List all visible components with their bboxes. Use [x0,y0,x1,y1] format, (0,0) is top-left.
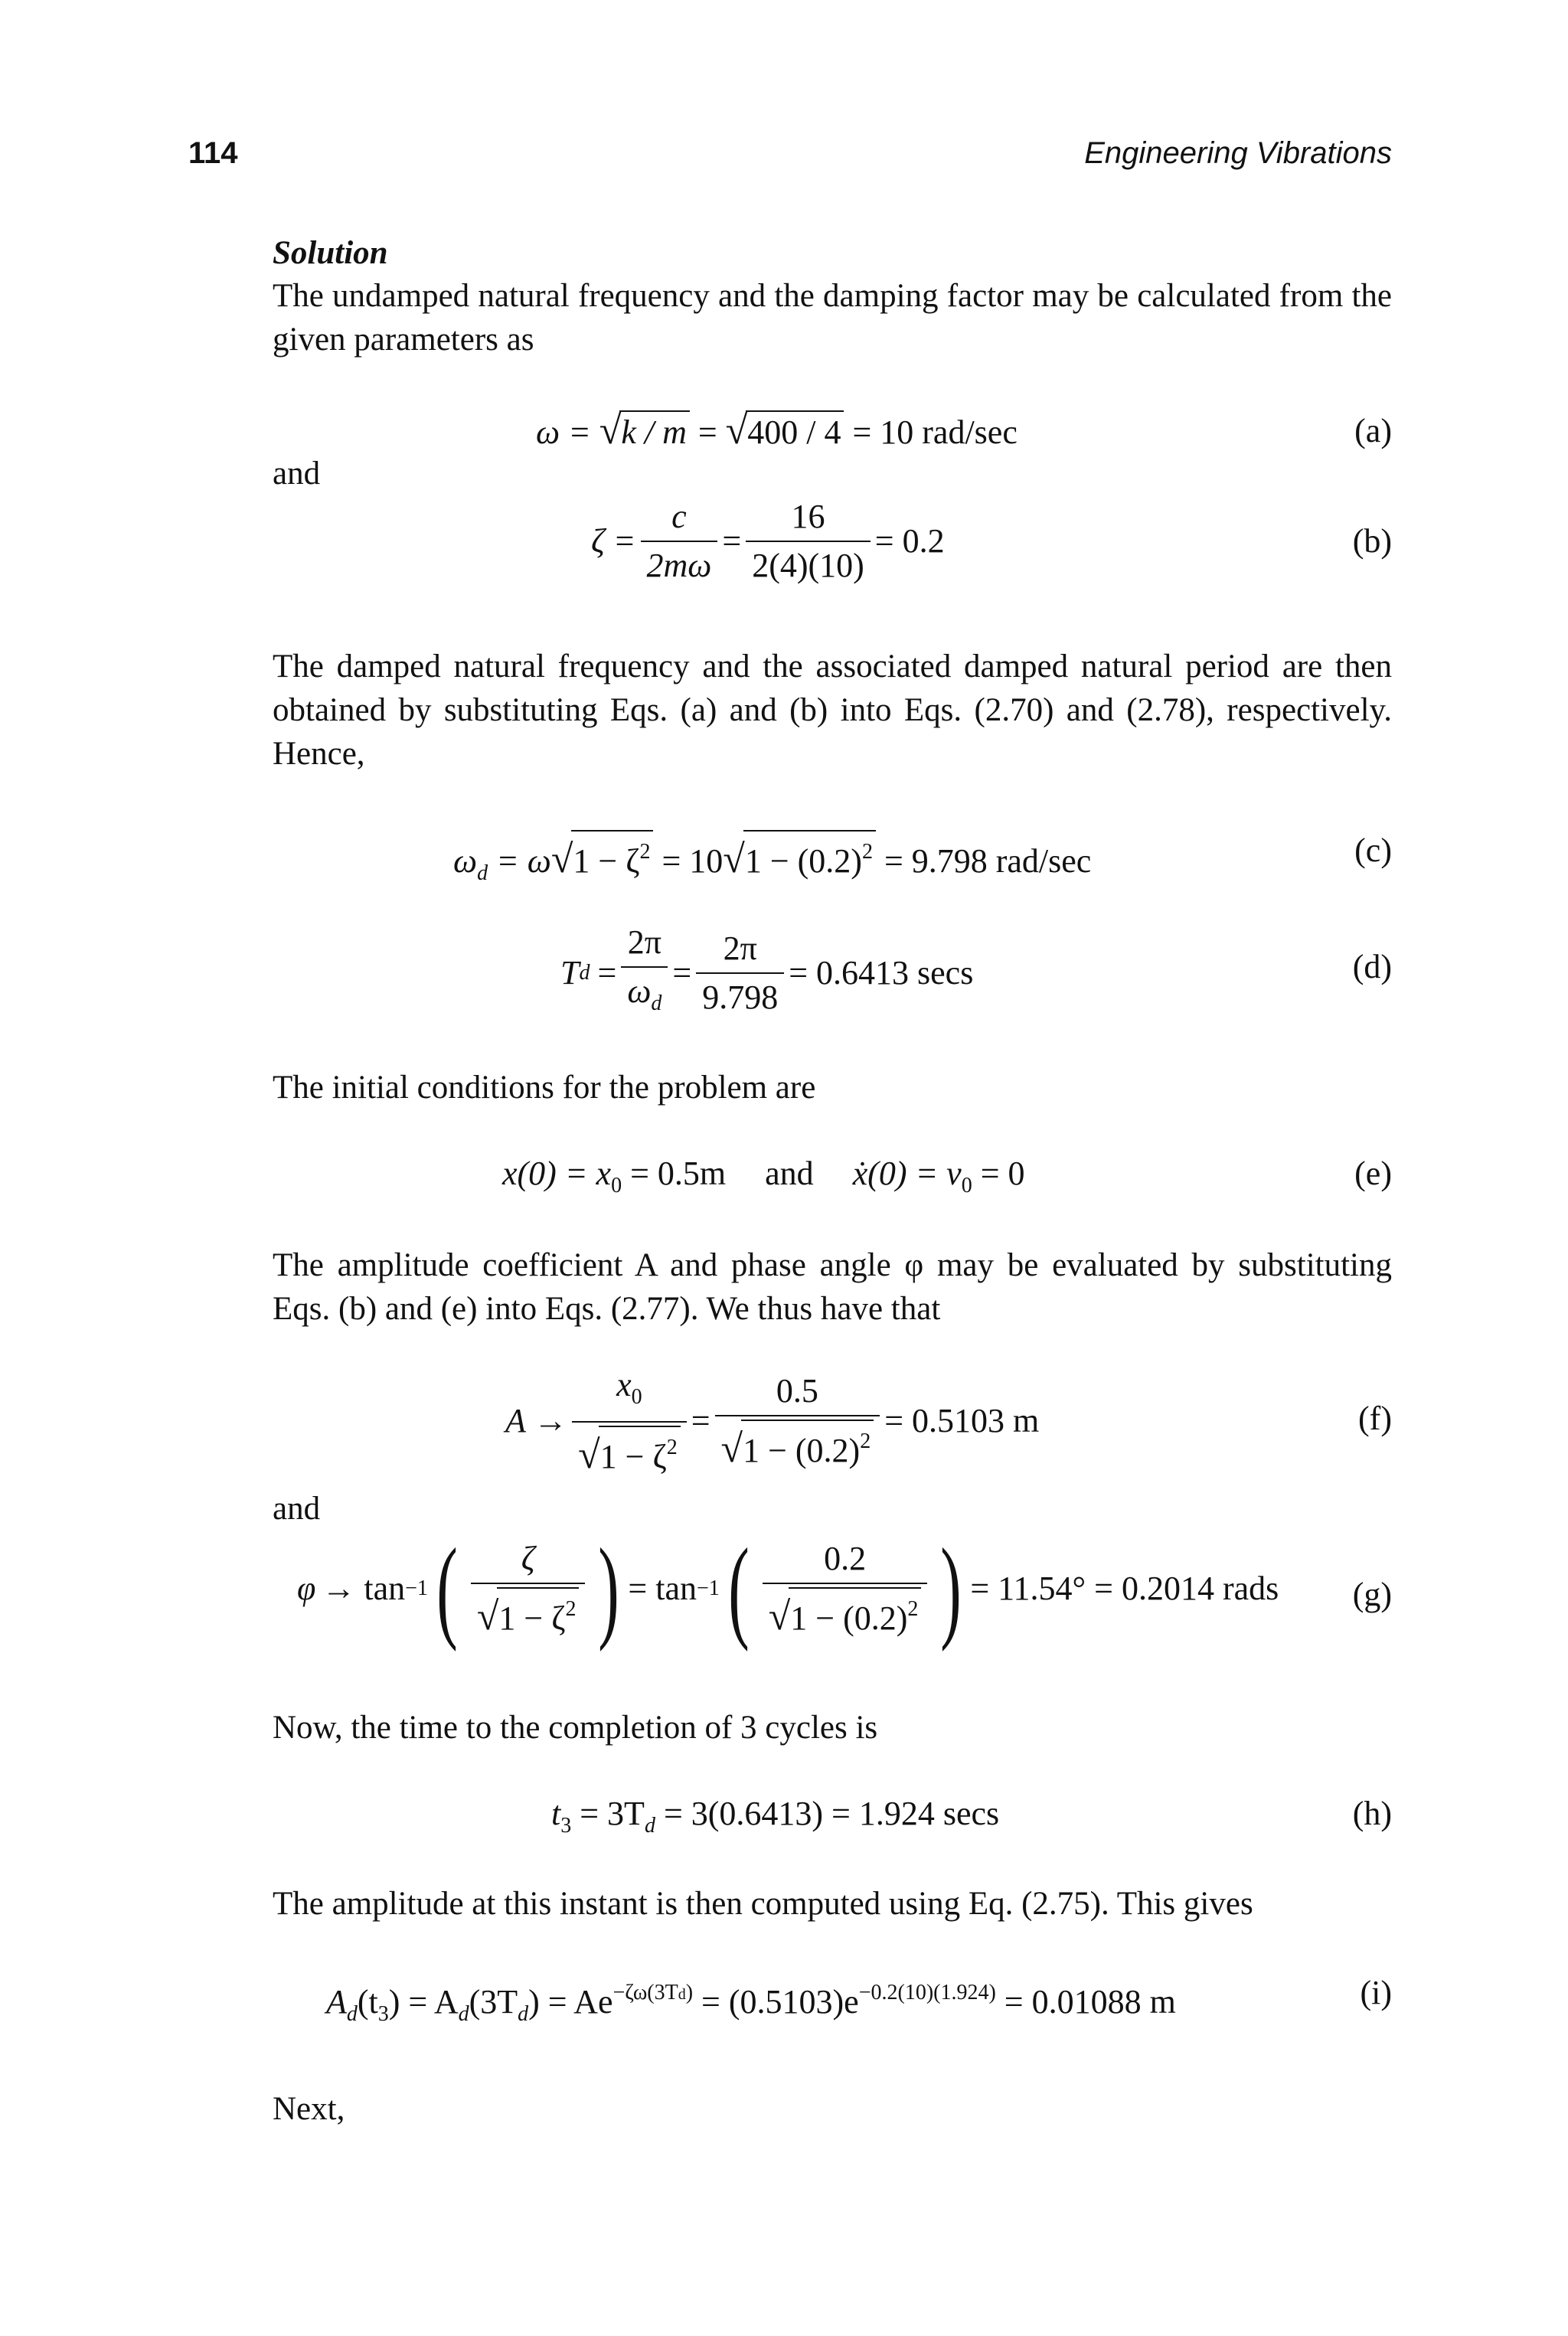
eq-i-p5: ) = Ae [528,1983,613,2021]
eq-d-fraction-2 [696,928,784,1018]
eq-d-num1: 2π [627,923,662,961]
eq-d-fraction-1 [621,922,668,1024]
eq-i-p4-sub: d [518,2002,529,2026]
eq-i-p2: (t [357,1983,378,2021]
eq-d-den1-sub: d [651,992,662,1015]
paragraph-time: Now, the time to the completion of 3 cycles is [273,1710,878,1746]
paragraph-damped: The damped natural frequency and the associated damped natural period are then obtained by substituting Eqs. (a) and (b) into Eqs. (2.70) and (2.78), respectively. Hence, [273,649,1392,772]
equation-h [551,1793,999,1847]
eq-e-and: and [765,1155,814,1192]
eq-d-lhs-sub: d [579,961,590,985]
eq-g-mid: = tan [628,1570,697,1607]
eq-g-num1: ζ [521,1540,535,1577]
paragraph-amplitude: The amplitude coefficient A and phase angle φ may be evaluated by substituting Eqs. (b) and (e) into Eqs. (2.77). We thus have that [273,1247,1392,1327]
eq-f-fraction-1: $\frac{x_0}{√1 - \zeta^2}$ [572,1364,687,1478]
eq-i-p3: ) = A [388,1983,459,2021]
equation-a-label: (a) [1354,412,1392,449]
eq-d-den1: ω [627,972,652,1010]
paragraph-initial: The initial conditions for the problem are [273,1070,816,1106]
eq-g-den2: 1 − (0.2) [790,1599,908,1637]
eq-a-lhs: ω = [536,413,591,451]
eq-b-den2: 2(4)(10) [746,541,871,586]
eq-f-lhs: A → [505,1402,568,1439]
eq-i-rhs: = 0.01088 m [1004,1983,1176,2021]
eq-d-rhs: = 0.6413 secs [789,954,974,992]
eq-i-p2-sub: 3 [377,2002,389,2026]
paragraph-instant: The amplitude at this instant is then computed using Eq. (2.75). This gives [273,1886,1253,1922]
equation-i-label: (i) [1360,1974,1392,2011]
eq-e-part4: = 0 [980,1155,1025,1192]
equation-b-label: (b) [1352,522,1392,560]
paragraph-next: Next, [273,2091,345,2127]
eq-f-num2: 0.5 [776,1372,818,1410]
eq-f-num1-sub: 0 [631,1385,642,1409]
eq-c-rhs: = 9.798 rad/sec [884,842,1092,880]
equation-e-label: (e) [1354,1155,1392,1192]
eq-b-eq: = [722,522,742,560]
eq-i-p6: = (0.5103)e [701,1983,859,2021]
eq-g-den1: 1 − ζ [498,1599,566,1637]
eq-f-den2: 1 − (0.2) [743,1432,861,1469]
connector-and-1: and [273,456,321,492]
eq-f-rhs: = 0.5103 m [884,1402,1040,1439]
eq-c-lhs: ω [453,842,478,880]
eq-b-den1: 2mω [641,541,718,586]
equation-h-label: (h) [1352,1795,1392,1832]
eq-c-eq2: = 10 [662,842,724,880]
eq-g-lhs-sup: −1 [405,1576,428,1600]
eq-i-p1: A [326,1983,347,2021]
eq-c-sqrt1-sup: 2 [639,840,651,864]
eq-i-p5-sup: −ζω(3T [612,1981,678,2004]
eq-f-den2-sup: 2 [860,1429,871,1453]
equation-g-label: (g) [1352,1576,1392,1613]
eq-i-p1-sub: d [346,2002,358,2026]
eq-b-lhs: ζ = [591,522,636,560]
eq-a-sqrt2: 400 / 4 [746,410,844,453]
eq-c-sqrt2: 1 − (0.2) [744,842,862,880]
equation-f-label: (f) [1358,1400,1392,1437]
equation-d: T d = $\frac{2\pi}{\omega_d}$ = $\frac{2\pi}{9.798}$ = 0.6413 secs [560,922,973,1024]
equation-c: $\omega_d = \omega√1 - \zeta^2 = 10√1 - (0.2)^2 = 9.798$ rad/sec [453,830,1091,894]
eq-f-den1: 1 − ζ [599,1438,667,1475]
equation-f: A → $\frac{x_0}{√1 - \zeta^2}$ = $\frac{0.5}{√1 - (0.2)^2}$ = 0.5103 m [505,1366,1040,1477]
eq-e-part3: ẋ(0) = v [852,1155,962,1192]
eq-f-fraction-2: $\frac{0.5}{√1 - (0.2)^2}$ [715,1371,880,1472]
eq-c-eq1: = ω [496,842,551,880]
eq-b-num1: c [671,498,687,535]
eq-g-fraction-2: $\frac{0.2}{√1 - (0.2)^2}$ [763,1538,928,1639]
eq-g-fraction-1: $\frac{\zeta}{√1 - \zeta^2}$ [471,1538,586,1639]
eq-i-p4: (3T [469,1983,518,2021]
equation-b [591,496,945,586]
eq-e-sub1: 0 [611,1174,622,1197]
eq-c-lhs-sub: d [477,861,488,885]
equation-a: ω = √k / m = √400 / 4 = 10 rad/sec [536,409,1018,452]
equation-d-label: (d) [1352,948,1392,985]
eq-g-den2-sup: 2 [907,1597,919,1621]
eq-f-den1-sup: 2 [666,1436,678,1459]
eq-b-fraction-1 [641,496,718,586]
solution-heading: Solution [273,235,388,271]
equation-c-label: (c) [1354,831,1392,869]
eq-e-part1: x(0) = x [502,1155,612,1192]
eq-e-sub2: 0 [961,1174,972,1197]
page-number: 114 [188,136,238,170]
eq-b-num2: 16 [791,498,825,535]
paragraph-intro: The undamped natural frequency and the damping factor may be calculated from the given parameters as [273,278,1392,358]
eq-b-fraction-2 [746,496,871,586]
eq-c-sqrt1: 1 − ζ [573,842,640,880]
eq-a-sqrt1: k / m [619,410,690,453]
eq-g-den1-sup: 2 [565,1597,577,1621]
eq-i-p3-sub: d [458,2002,469,2026]
eq-h-part1: = 3T [580,1795,645,1832]
eq-g-mid-sup: −1 [696,1576,720,1600]
equation-g: φ → tan −1 ( $\frac{\zeta}{√1 - \zeta^2}$ ) = tan −1 ( $\frac{0.2}{√1 - (0.2)^2}$ ) = 11.54° = 0.2014 rads [297,1525,1279,1652]
eq-b-rhs: = 0.2 [874,522,945,560]
equation-i [326,1972,1176,2035]
eq-g-rhs: = 11.54° = 0.2014 rads [970,1570,1279,1607]
eq-h-lhs: t [551,1795,561,1832]
eq-d-den2: 9.798 [696,972,784,1018]
eq-i-p5-sup-end: ) [685,1981,694,2004]
equation-e [502,1153,1025,1207]
eq-i-p6-sup: −0.2(10)(1.924) [858,1981,996,2004]
eq-h-rhs: = 3(0.6413) = 1.924 secs [663,1795,1000,1832]
eq-a-rhs: = 10 rad/sec [852,413,1018,451]
eq-d-lhs: T [560,954,580,992]
eq-e-part2: = 0.5m [630,1155,727,1192]
eq-h-lhs-sub: 3 [560,1814,572,1838]
eq-d-num2: 2π [723,929,757,967]
eq-g-num2: 0.2 [824,1540,867,1577]
eq-a-eq: = [697,413,717,451]
running-title: Engineering Vibrations [1084,136,1392,170]
connector-and-2: and [273,1491,321,1527]
eq-i-p5-sup-sub: d [678,1986,686,2003]
eq-h-part1-sub: d [644,1814,655,1838]
eq-c-sqrt2-sup: 2 [861,840,873,864]
eq-f-num1: x [616,1366,632,1403]
